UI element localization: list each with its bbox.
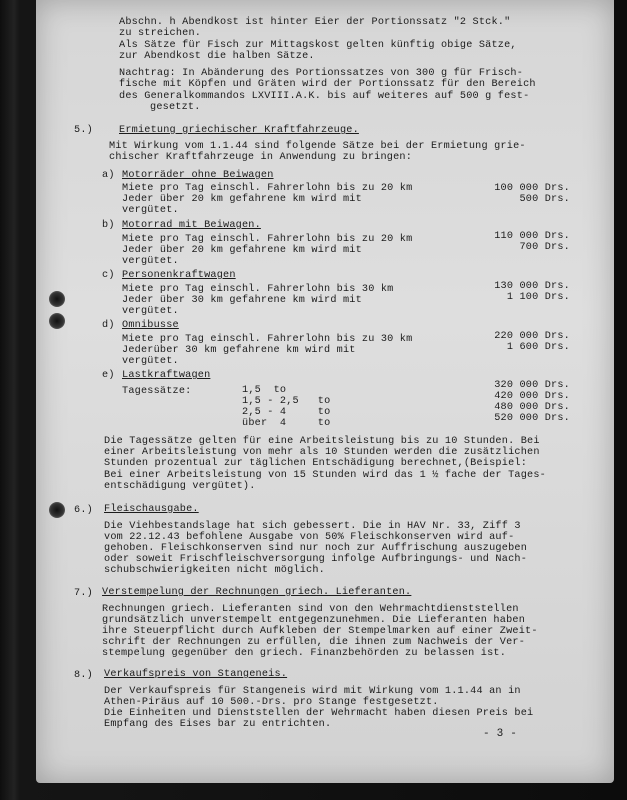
item-line: Miete pro Tag einschl. Fahrerlohn bis zu 20 km — [122, 183, 413, 194]
item-line: Miete pro Tag einschl. Fahrerlohn bis zu 30 km — [122, 334, 413, 345]
tonnage-price: 420 000 Drs. — [494, 391, 570, 402]
item-title: Omnibusse — [122, 320, 179, 331]
section-line: stempelung gegenüber den griech. Finanzbehörden zu belassen ist. — [102, 648, 507, 659]
closing-line: einer Arbeitsleistung von mehr als 10 Stunden werden die zusätzlichen — [104, 447, 540, 458]
section-line: Rechnungen griech. Lieferanten sind von den Wehrmachtdienststellen — [102, 604, 519, 615]
item-line: Jeder über 30 km gefahrene km wird mit — [122, 295, 362, 306]
tonnage-range: 2,5 - 4 to — [242, 407, 331, 418]
section-number: 6.) — [74, 505, 93, 516]
closing-line: Bei einer Arbeitsleistung von 15 Stunden wird das 1 ½ fache der Tages- — [104, 470, 546, 481]
nachtrag-line: des Generalkommandos LXVIII.A.K. bis auf weiteres auf 500 g fest- — [119, 91, 530, 102]
item-line: Jeder über 20 km gefahrene km wird mit — [122, 245, 362, 256]
nachtrag-line: fische mit Köpfen und Gräten wird der Portionssatz für den Bereich — [119, 79, 536, 90]
section-title: Verstempelung der Rechnungen griech. Lieferanten. — [102, 587, 412, 598]
item-line: vergütet. — [122, 356, 179, 367]
section-line: Athen-Piräus auf 10 500.-Drs. pro Stange festgesetzt. — [104, 697, 439, 708]
tonnage-range: 1,5 to — [242, 385, 287, 396]
section-line: oder soweit Frischfleischversorgung infolge Aufbringungs- und Nach- — [104, 554, 528, 565]
item-line: vergütet. — [122, 205, 179, 216]
item-line: vergütet. — [122, 256, 179, 267]
rates-label: Tagessätze: — [122, 386, 192, 397]
item-title: Lastkraftwagen — [122, 370, 211, 381]
section-line: vom 22.12.43 befohlene Ausgabe von 50% Fleischkonserven wird auf- — [104, 532, 515, 543]
item-line: vergütet. — [122, 306, 179, 317]
section-title: Ermietung griechischer Kraftfahrzeuge. — [119, 125, 359, 136]
section-line: ihre Steuerpflicht durch Aufkleben der Stempelmarken auf einer Zweit- — [102, 626, 538, 637]
section-number: 5.) — [74, 125, 93, 136]
section-line: Empfang des Eises bar zu entrichten. — [104, 719, 332, 730]
section-title: Fleischausgabe. — [104, 504, 199, 515]
section-line: Der Verkaufspreis für Stangeneis wird mit Wirkung vom 1.1.44 an in — [104, 686, 521, 697]
section-number: 8.) — [74, 670, 93, 681]
section-line: Die Einheiten und Dienststellen der Wehrmacht haben diesen Preis bei — [104, 708, 534, 719]
section-intro-line: chischer Kraftfahrzeuge in Anwendung zu bringen: — [109, 152, 413, 163]
closing-line: entschädigung vergütet). — [104, 481, 256, 492]
item-title: Personenkraftwagen — [122, 270, 236, 281]
item-price: 700 Drs. — [519, 242, 570, 253]
tonnage-range: 1,5 - 2,5 to — [242, 396, 331, 407]
tonnage-price: 480 000 Drs. — [494, 402, 570, 413]
section-number: 7.) — [74, 588, 93, 599]
closing-line: Stunden prozentual zur täglichen Entschädigung berechnet,(Beispiel: — [104, 458, 528, 469]
item-letter: e) — [102, 370, 115, 381]
section-line: schubschwierigkeiten nicht möglich. — [104, 565, 325, 576]
nachtrag-line: gesetzt. — [150, 102, 201, 113]
punch-hole — [49, 502, 65, 518]
item-price: 1 100 Drs. — [506, 292, 570, 303]
intro-line: Abschn. h Abendkost ist hinter Eier der Portionssatz "2 Stck." — [119, 17, 511, 28]
item-line: Miete pro Tag einschl. Fahrerlohn bis 30 km — [122, 284, 394, 295]
item-price: 500 Drs. — [519, 194, 570, 205]
page-number: - 3 - — [483, 728, 518, 740]
punch-hole — [49, 313, 65, 329]
tonnage-price: 320 000 Drs. — [494, 380, 570, 391]
section-intro-line: Mit Wirkung vom 1.1.44 sind folgende Sätze bei der Ermietung grie- — [109, 141, 526, 152]
intro-line: Als Sätze für Fisch zur Mittagskost gelten künftig obige Sätze, — [119, 40, 517, 51]
item-letter: a) — [102, 170, 115, 181]
item-line: Jeder über 20 km gefahrene km wird mit — [122, 194, 362, 205]
intro-line: zur Abendkost die halben Sätze. — [119, 51, 315, 62]
item-letter: c) — [102, 270, 115, 281]
tonnage-price: 520 000 Drs. — [494, 413, 570, 424]
item-price: 1 600 Drs. — [506, 342, 570, 353]
punch-hole — [49, 291, 65, 307]
item-title: Motorräder ohne Beiwagen — [122, 170, 274, 181]
item-letter: d) — [102, 320, 115, 331]
item-line: Jederüber 30 km gefahrene km wird mit — [122, 345, 356, 356]
item-line: Miete pro Tag einschl. Fahrerlohn bis zu 20 km — [122, 234, 413, 245]
section-line: gehoben. Fleischkonserven sind nur noch zur Auffrischung auszugeben — [104, 543, 528, 554]
section-line: schrift der Rechnungen zu erfüllen, die ihnen zum Nachweis der Ver- — [102, 637, 526, 648]
nachtrag-line: Nachtrag: In Abänderung des Portionssatzes von 300 g für Frisch- — [119, 68, 524, 79]
item-price: 130 000 Drs. — [494, 281, 570, 292]
intro-line: zu streichen. — [119, 28, 202, 39]
item-letter: b) — [102, 220, 115, 231]
item-title: Motorrad mit Beiwagen. — [122, 220, 261, 231]
section-line: grundsätzlich unverstempelt entgegenzunehmen. Die Lieferanten haben — [102, 615, 526, 626]
closing-line: Die Tagessätze gelten für eine Arbeitsleistung bis zu 10 Stunden. Bei — [104, 436, 540, 447]
tonnage-range: über 4 to — [242, 418, 331, 429]
item-price: 100 000 Drs. — [494, 183, 570, 194]
item-price: 220 000 Drs. — [494, 331, 570, 342]
section-title: Verkaufspreis von Stangeneis. — [104, 669, 288, 680]
section-line: Die Viehbestandslage hat sich gebessert. Die in HAV Nr. 33, Ziff 3 — [104, 521, 521, 532]
item-price: 110 000 Drs. — [494, 231, 570, 242]
